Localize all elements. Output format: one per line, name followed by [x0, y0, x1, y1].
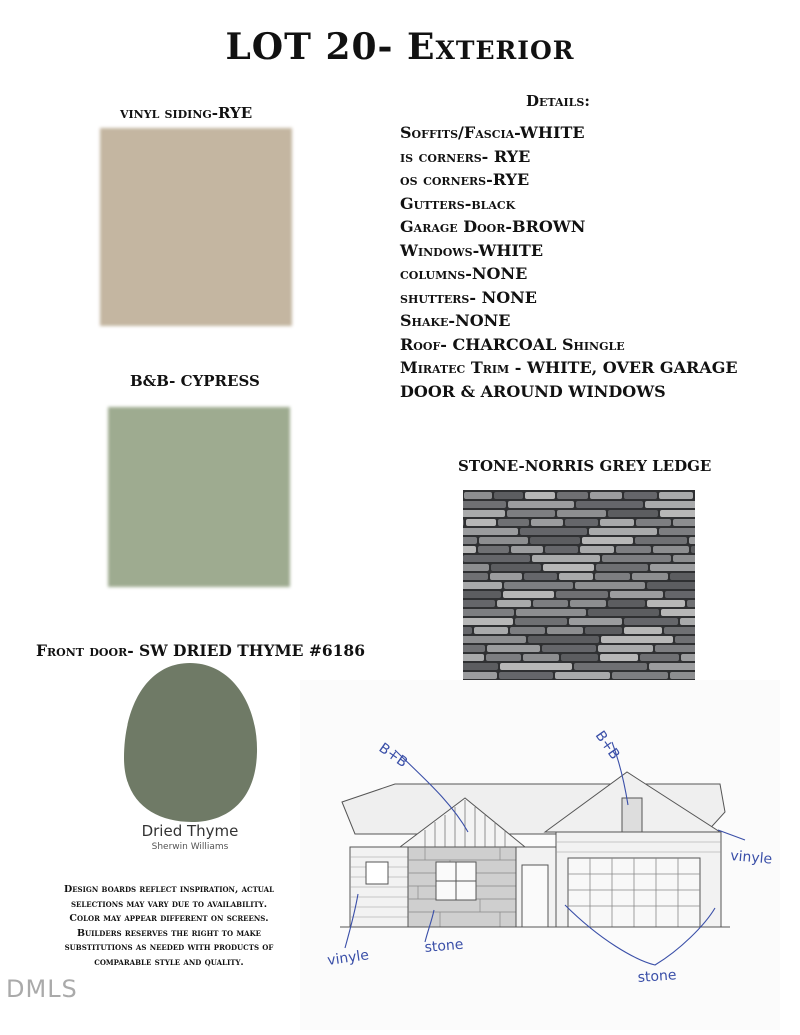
detail-item: Roof- CHARCOAL Shingle: [400, 334, 625, 354]
siding-label: vinyl siding-RYE: [120, 104, 253, 122]
front-door-label: Front door- SW DRIED THYME #6186: [36, 641, 365, 660]
sketch-label-vinyl-left: vinyle: [326, 947, 370, 969]
sketch-label-bb-left: B+B: [375, 740, 411, 772]
detail-item: columns-NONE: [400, 264, 528, 283]
detail-item: Soffits/Fascia-WHITE: [400, 123, 585, 142]
house-elevation-sketch: [300, 680, 780, 1030]
mls-watermark: DMLS: [6, 975, 78, 1003]
detail-item: os corners-RYE: [400, 170, 530, 189]
detail-item: is corners- RYE: [400, 146, 531, 166]
stone-ledge-image: [463, 490, 695, 680]
detail-item: Miratec Trim - WHITE, OVER GARAGE: [400, 358, 738, 377]
stone-label: STONE-NORRIS GREY LEDGE: [458, 457, 712, 475]
board-and-batten-color-swatch: [108, 407, 290, 587]
sketch-label-stone-left: stone: [423, 936, 465, 956]
sketch-label-vinyl-right: vinyle: [729, 848, 773, 868]
page-title: LOT 20- Exterior: [225, 26, 575, 68]
details-list: [400, 121, 738, 403]
detail-item: Gutters-black: [400, 193, 516, 213]
siding-color-swatch: [100, 128, 292, 326]
details-heading: Details:: [526, 92, 590, 110]
detail-item: DOOR & AROUND WINDOWS: [400, 381, 666, 401]
disclaimer-text: Design boards reflect inspiration, actual selections may vary due to availability. Color may appear different on screens. Builders reserves the right to make substitutions as needed with products of comparable style and quality.: [63, 884, 275, 968]
detail-item: Shake-NONE: [400, 311, 511, 330]
detail-item: shutters- NONE: [400, 287, 537, 307]
dried-thyme-name: Dried Thyme: [141, 822, 239, 840]
sketch-label-stone-bottom: stone: [637, 967, 678, 986]
dried-thyme-brand: Sherwin Williams: [151, 842, 229, 852]
dried-thyme-swatch: [120, 660, 260, 825]
detail-item: Garage Door-BROWN: [400, 217, 586, 236]
detail-item: Windows-WHITE: [400, 240, 544, 260]
sketch-label-bb-right: B+B: [591, 728, 623, 763]
board-and-batten-label: B&B- CYPRESS: [130, 372, 260, 390]
